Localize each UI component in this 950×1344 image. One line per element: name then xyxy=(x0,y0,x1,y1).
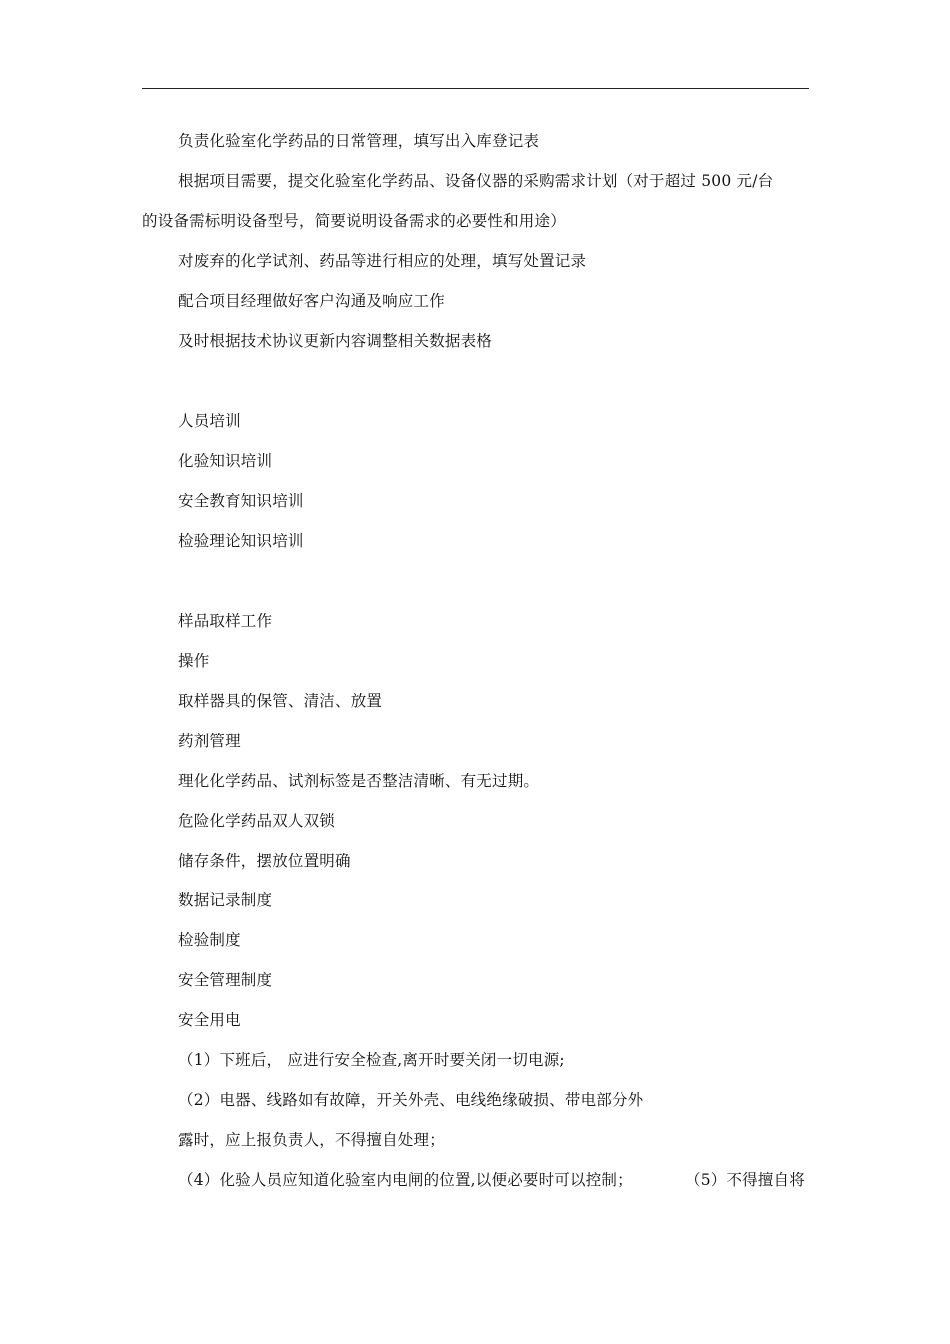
text-line: 危险化学药品双人双锁 xyxy=(178,812,336,830)
text-line: 取样器具的保管、清洁、放置 xyxy=(178,692,383,710)
text-line: 负责化验室化学药品的日常管理，填写出入库登记表 xyxy=(178,132,540,150)
text-line: 安全教育知识培训 xyxy=(178,492,304,510)
section-heading: 人员培训 xyxy=(178,412,241,430)
text-line: （5）不得擅自将 xyxy=(685,1171,805,1189)
text-line: 药剂管理 xyxy=(178,732,241,750)
text-line: 数据记录制度 xyxy=(178,891,273,909)
text-line: 检验制度 xyxy=(178,931,241,949)
text-line: 及时根据技术协议更新内容调整相关数据表格 xyxy=(178,332,493,350)
header-rule xyxy=(142,88,809,89)
text-line: 露时，应上报负责人，不得擅自处理； xyxy=(178,1131,445,1149)
text-line: 的设备需标明设备型号，简要说明设备需求的必要性和用途） xyxy=(142,212,566,230)
text-line: （1）下班后， 应进行安全检查,离开时要关闭一切电源; xyxy=(178,1051,565,1069)
section-heading: 样品取样工作 xyxy=(178,612,273,630)
text-line: 安全用电 xyxy=(178,1011,241,1029)
text-line: （4）化验人员应知道化验室内电闸的位置,以便必要时可以控制； xyxy=(178,1171,633,1189)
text-line: 理化化学药品、试剂标签是否整洁清晰、有无过期。 xyxy=(178,772,540,790)
text-line: 根据项目需要，提交化验室化学药品、设备仪器的采购需求计划（对于超过 500 元/台 xyxy=(178,172,774,190)
text-line: 操作 xyxy=(178,652,210,670)
text-line: 检验理论知识培训 xyxy=(178,532,304,550)
text-line: 配合项目经理做好客户沟通及响应工作 xyxy=(178,292,445,310)
text-line: （2）电器、线路如有故障，开关外壳、电线绝缘破损、带电部分外 xyxy=(178,1091,644,1109)
text-line: 安全管理制度 xyxy=(178,971,273,989)
text-line: 化验知识培训 xyxy=(178,452,273,470)
text-line: 储存条件，摆放位置明确 xyxy=(178,852,351,870)
text-line: 对废弃的化学试剂、药品等进行相应的处理，填写处置记录 xyxy=(178,252,587,270)
